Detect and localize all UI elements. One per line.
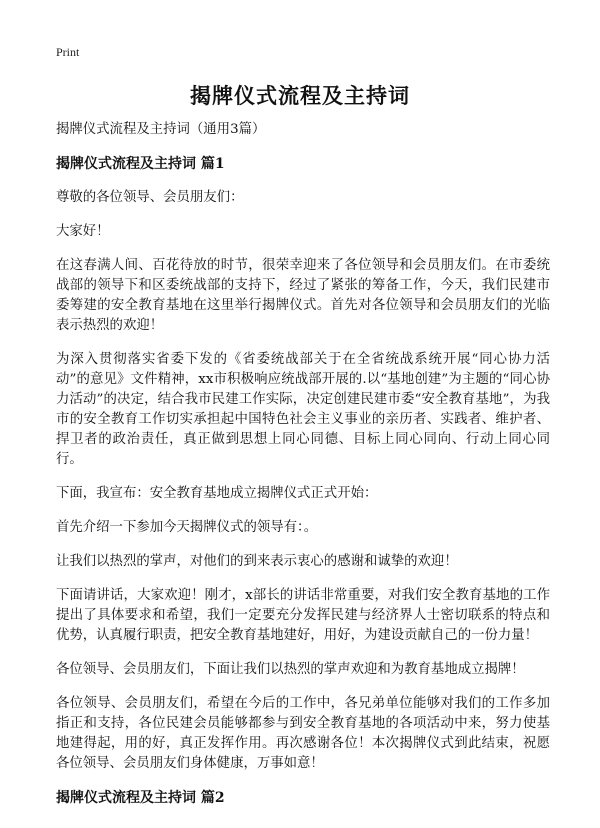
subtitle: 揭牌仪式流程及主持词（通用3篇） <box>56 122 266 137</box>
print-label: Print <box>56 45 80 59</box>
paragraph: 下面，我宣布：安全教育基地成立揭牌仪式正式开始： <box>56 486 378 501</box>
paragraph: 下面请讲话，大家欢迎！刚才，x部长的讲话非常重要，对我们安全教育基地的工作提出了具体要求和希望，我们一定要充分发挥民建与经济界人士密切联系的特点和优势，认真履行职责，把安全教育基地建好，用好，为建设贡献自己的一份力量！ <box>56 588 550 643</box>
document-title: 揭牌仪式流程及主持词 <box>190 83 410 108</box>
paragraph: 尊敬的各位领导、会员朋友们： <box>56 190 244 205</box>
paragraph: 大家好！ <box>56 224 110 239</box>
paragraph: 各位领导、会员朋友们，希望在今后的工作中，各兄弟单位能够对我们的工作多加指正和支持，各位民建会员能够都参与到安全教育基地的各项活动中来，努力使基地建得起，用的好，真正发挥作用。再次感谢各位！本次揭牌仪式到此结束，祝愿各位领导、会员朋友们身体健康，万事如意！ <box>56 696 550 771</box>
document-body <box>56 120 550 822</box>
paragraph: 首先介绍一下参加今天揭牌仪式的领导有：。 <box>56 520 318 535</box>
paragraph: 为深入贯彻落实省委下发的《省委统战部关于在全省统战系统开展“同心协力活动”的意见》文件精神，xx市积极响应统战部开展的.以“基地创建”为主题的“同心协力活动”的决定，结合我市民建工作实际，决定创建民建市委“安全教育基地”，为我市的安全教育工作切实承担起中国特色社会主义事业的亲历者、实践者、维护者、捍卫者的政治责任，真正做到思想上同心同德、目标上同心同向、行动上同心同行。 <box>56 352 550 467</box>
paragraph: 让我们以热烈的掌声，对他们的到来表示衷心的感谢和诚挚的欢迎！ <box>56 554 458 569</box>
paragraph: 在这春满人间、百花待放的时节，很荣幸迎来了各位领导和会员朋友们。在市委统战部的领导下和区委统战部的支持下，经过了紧张的筹备工作，今天，我们民建市委筹建的安全教育基地在这里举行揭牌仪式。首先对各位领导和会员朋友们的光临表示热烈的欢迎！ <box>56 258 550 333</box>
paragraph: 各位领导、会员朋友们，下面让我们以热烈的掌声欢迎和为教育基地成立揭牌！ <box>56 662 525 677</box>
section-heading-2: 揭牌仪式流程及主持词 篇2 <box>56 790 225 806</box>
section-heading-1: 揭牌仪式流程及主持词 篇1 <box>56 156 225 172</box>
